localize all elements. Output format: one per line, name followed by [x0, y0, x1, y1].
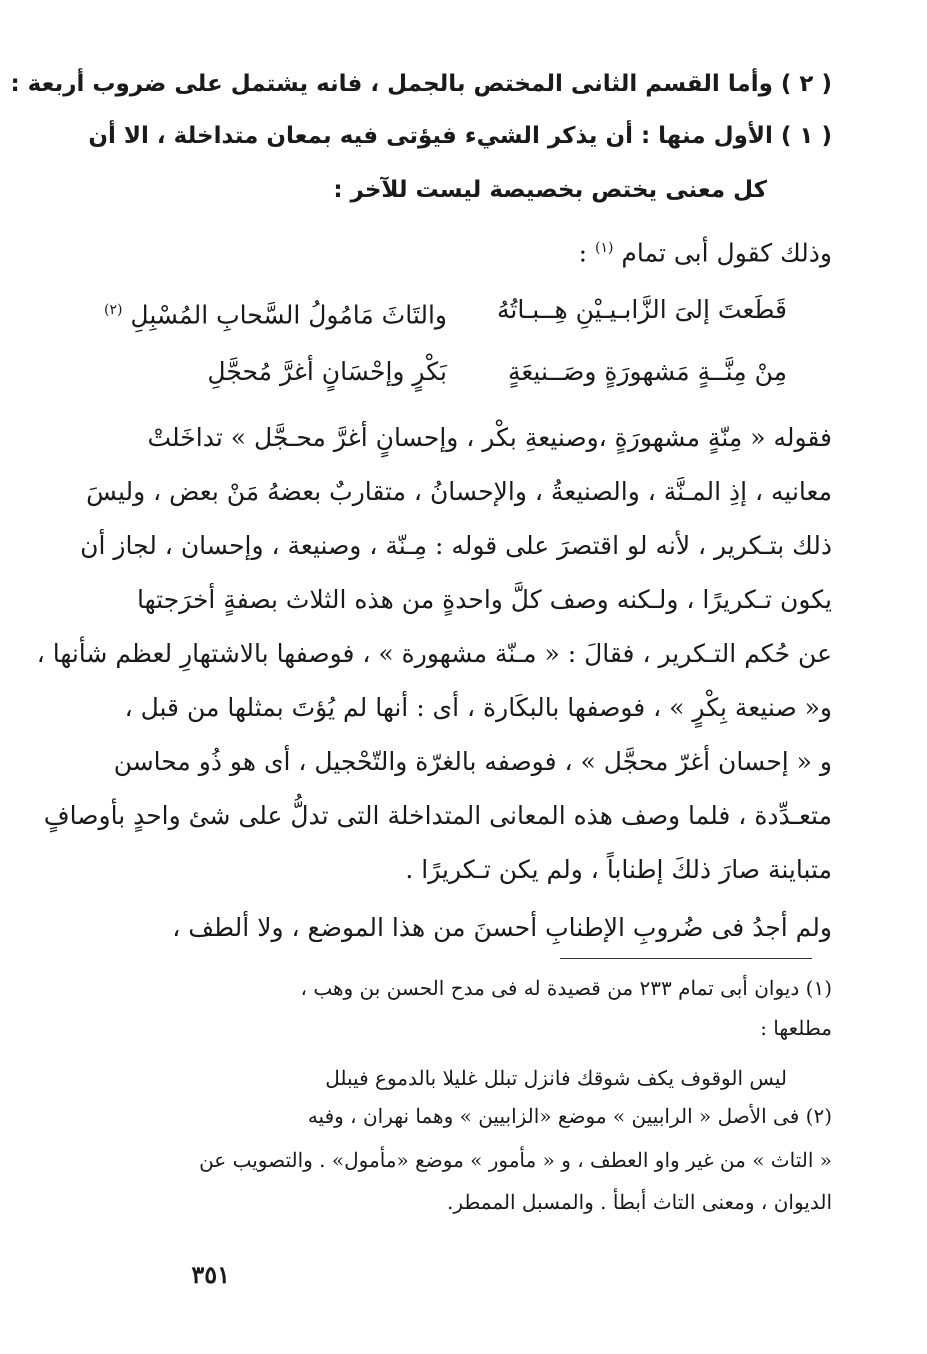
body-line: عن حُكم التـكرير ، فقالَ : « مـنّة مشهورة » ، فوصفها بالاشتهارِ لعظم شأنها ، — [36, 639, 832, 668]
verse-2-first-hemistich: مِنْ مِنَّــةٍ مَشهورَةٍ وصَــنيعَةٍ — [507, 357, 787, 386]
verse-intro-colon: : — [578, 238, 588, 268]
verse-2-second-hemistich: بَكْرٍ وإحْسَانٍ أغرَّ مُحجَّلِ — [207, 357, 447, 386]
footnote-1-line-1: (١) ديوان أبى تمام ٢٣٣ من قصيدة له فى مدح الحسن بن وهب ، — [300, 976, 832, 1000]
body-line: فقوله « مِنّةٍ مشهورَةٍ ،وصنيعةِ بكْر ، وإحسانٍ أغرَّ محـجَّل » تداخَلتْ — [147, 423, 832, 452]
footnote-ref-2: (٢) — [103, 302, 123, 318]
body-paragraph-2: ولم أجدُ فى ضُروبِ الإطنابِ أحسنَ من هذا الموضع ، ولا ألطف ، — [172, 913, 832, 942]
first-type-line-2: كل معنى يختص بخصيصة ليست للآخر : — [333, 177, 767, 203]
footnote-divider — [560, 958, 812, 959]
page-number: ٣٥١ — [191, 1260, 230, 1289]
footnote-ref-1: (١) — [594, 240, 614, 256]
verse-1-second-text: والتَاثَ مَامُولُ السَّحابِ المُسْبِلِ — [130, 300, 447, 330]
verse-1-second-hemistich — [104, 290, 447, 335]
body-line: ذلك بتـكرير ، لأنه لو اقتصرَ على قوله : مِـنّة ، وصنيعة ، وإحسان ، لجاز أن — [80, 531, 832, 560]
footnote-1-verse: ليس الوقوف يكف شوقك فانزل تبلل غليلا بالدموع فيبلل — [325, 1066, 787, 1090]
verse-intro — [579, 228, 832, 273]
first-type-line-1: ( ١ ) الأول منها : أن يذكر الشيء فيؤتى فيه بمعان متداخلة ، الا أن — [88, 123, 832, 149]
footnote-2-line-3: الديوان ، ومعنى التاث أبطأ . والمسبل الممطر. — [446, 1190, 832, 1214]
body-line: متعـدِّدة ، فلما وصف هذه المعانى المتداخلة التى تدلُّ على شئ واحدٍ بأوصافٍ — [43, 801, 832, 830]
verse-1-first-hemistich: قَطَعتَ إلىَ الزَّابـيـيْنِ هِــبـاتُهُ — [496, 295, 787, 324]
body-line: و« صنيعة بِكْرٍ » ، فوصفها بالبكَارة ، أى : أنها لم يُؤتَ بمثلها من قبل ، — [124, 693, 832, 722]
verse-intro-text: وذلك كقول أبى تمام — [621, 238, 832, 268]
footnote-2-line-1: (٢) فى الأصل « الرابيين » موضع «الزابيين » وهما نهران ، وفيه — [307, 1104, 832, 1128]
body-line: معانيه ، إذِ المـنَّة ، والصنيعةُ ، والإحسانُ ، متقاربٌ بعضهُ مَنْ بعض ، وليسَ — [86, 477, 832, 506]
body-line: متباينة صارَ ذلكَ إطناباً ، ولم يكن تـكريرًا . — [405, 855, 832, 884]
footnote-2-line-2: « التاث » من غير واو العطف ، و « مأمور » موضع «مأمول» . والتصويب عن — [199, 1148, 832, 1172]
body-line: و « إحسان أغرّ محجَّل » ، فوصفه بالغرّة والتّحْجيل ، أى هو ذُو محاسن — [113, 747, 832, 776]
body-line: يكون تـكريرًا ، ولـكنه وصف كلَّ واحدةٍ من هذه الثلاث بصفةٍ أخرَجتها — [137, 585, 832, 614]
footnote-1-line-2: مطلعها : — [760, 1016, 832, 1040]
section-heading: ( ٢ ) وأما القسم الثانى المختص بالجمل ، فانه يشتمل على ضروب أربعة : — [10, 71, 832, 97]
